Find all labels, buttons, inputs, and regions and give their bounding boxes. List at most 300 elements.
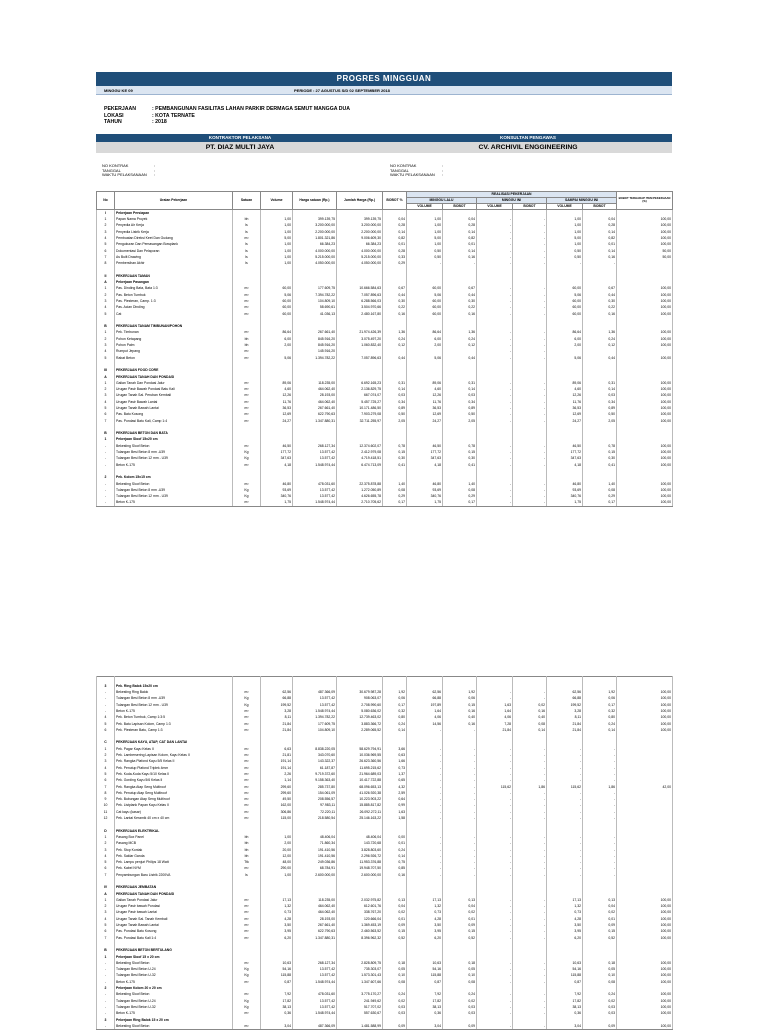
cell-bobot: 0,85 <box>383 865 407 871</box>
cell-satuan: m² <box>233 689 261 695</box>
cell-bobot: 0,30 <box>383 298 407 304</box>
cell-bobot-sampai: 0,04 <box>583 903 617 909</box>
cell-bobot-ini: - <box>513 909 547 915</box>
cell-bobot-lalu: - <box>443 790 477 796</box>
cell-harga: 191.410,56 <box>293 847 337 853</box>
cell-bobot-ini: - <box>513 443 547 449</box>
cell-satuan: m² <box>233 765 261 771</box>
cell-vol-sampai: 0,50 <box>547 254 583 260</box>
table-row <box>97 209 673 216</box>
cell-no: 1 <box>97 746 115 752</box>
cell-bobot-lalu: 0,22 <box>443 304 477 310</box>
cell-no: - <box>97 499 115 506</box>
cell-bobot-lalu: - <box>443 727 477 733</box>
cell-vol-ini: - <box>477 241 513 247</box>
cell-jumlah: 41.026.920,38 <box>337 790 383 796</box>
cell-progres: 100,00 <box>617 966 673 972</box>
cell-vol-sampai: 21,84 <box>547 727 583 733</box>
cell-vol-ini: 1,63 <box>477 702 513 708</box>
cell-progres: 100,00 <box>617 922 673 928</box>
cell-vol-ini: - <box>477 790 513 796</box>
cell-bobot: 0,06 <box>383 695 407 701</box>
meta-key: WAKTU PELAKSANAAN <box>102 172 147 178</box>
cell-no: 11 <box>97 809 115 815</box>
cell-harga: 7.394.782,22 <box>293 292 337 298</box>
cell-progres: 100,00 <box>617 727 673 733</box>
cell-vol-lalu: 11,76 <box>407 399 443 405</box>
meta-key: NO KONTRAK <box>390 162 417 168</box>
cell-satuan: m² <box>233 809 261 815</box>
cell-satuan: ls <box>233 222 261 228</box>
cell-volume: 115,00 <box>261 815 293 821</box>
col-progres: BOBOT TERHADAP ITEM PEKERJAAN (%) <box>617 191 673 209</box>
cell-bobot: 0,16 <box>383 311 407 317</box>
cell-bobot-ini: - <box>513 229 547 235</box>
cell-no: 1 <box>97 897 115 903</box>
cell-vol-lalu: 17,82 <box>407 998 443 1004</box>
cell-bobot-lalu: 0,02 <box>443 998 477 1004</box>
cell-jumlah: 19.948.707,50 <box>337 865 383 871</box>
cell-jumlah: 4.000.000,00 <box>337 248 383 254</box>
cell-volume: 38,13 <box>261 1004 293 1010</box>
cell-bobot-sampai: 0,02 <box>583 998 617 1004</box>
cell-bobot-lalu: 0,41 <box>443 462 477 468</box>
cell-bobot-ini: - <box>513 392 547 398</box>
cell-harga: 9.158.363,40 <box>293 777 337 783</box>
cell-vol-lalu: 62,56 <box>407 689 443 695</box>
cell-no: B <box>97 947 115 953</box>
cell-vol-lalu: - <box>407 796 443 802</box>
contractor-name: PT. DIAZ MULTI JAYA <box>96 142 384 153</box>
cell-vol-sampai: 38,13 <box>547 1004 583 1010</box>
cell-volume: 199,52 <box>261 702 293 708</box>
cell-vol-sampai: - <box>547 771 583 777</box>
cell-bobot-ini: 0,14 <box>513 727 547 733</box>
cell-progres: 100,00 <box>617 311 673 317</box>
cell-uraian: Beton K-175 <box>115 708 233 714</box>
cell-jumlah: 557.630,67 <box>337 1010 383 1016</box>
cell-satuan: bh <box>233 342 261 348</box>
cell-no: 4 <box>97 304 115 310</box>
cell-vol-sampai: 93,69 <box>547 487 583 493</box>
cell-uraian: Pek. Stop Kontak <box>115 847 233 853</box>
cell-vol-lalu: 60,00 <box>407 304 443 310</box>
cell-vol-ini: - <box>477 746 513 752</box>
cell-vol-sampai: 8,11 <box>547 714 583 720</box>
cell-uraian: Pek. Batu Lapisan Kolom, Camp 1:3 <box>115 721 233 727</box>
cell-uraian: Pas. Plesteran, Camp. 1:3 <box>115 298 233 304</box>
cell-no: 2 <box>97 903 115 909</box>
cell-volume: 12,69 <box>261 411 293 417</box>
cell-vol-sampai: 21,84 <box>547 721 583 727</box>
cell-bobot: 0,03 <box>383 1010 407 1016</box>
cell-vol-ini: - <box>477 380 513 386</box>
cell-uraian: PEKERJAAN ELEKTRIKAL <box>115 828 233 834</box>
cell-bobot-lalu: 0,16 <box>443 708 477 714</box>
cell-jumlah: 1.481.588,99 <box>337 1023 383 1030</box>
cell-no: 5 <box>97 241 115 247</box>
cell-uraian: Tulangan Besi Beton 12 mm - U39 <box>115 455 233 461</box>
cell-volume: 24,27 <box>261 418 293 424</box>
cell-satuan: m³ <box>233 928 261 934</box>
cell-uraian: Pek. Lambersering Lapisan Kolom, Kayu Kelas II <box>115 752 233 758</box>
cell-vol-lalu: 3,95 <box>407 928 443 934</box>
cell-harga: 464.062,40 <box>293 386 337 392</box>
cell-uraian: Pek. Timbunan <box>115 329 233 335</box>
cell-no: 2 <box>97 292 115 298</box>
cell-harga: 145.916,20 <box>293 348 337 354</box>
cell-bobot-lalu: 0,05 <box>443 966 477 972</box>
cell-satuan: bh <box>233 216 261 222</box>
cell-bobot: 0,09 <box>383 1023 407 1030</box>
cell-satuan: Kg <box>233 972 261 978</box>
cell-vol-ini: - <box>477 493 513 499</box>
cell-no: A <box>97 279 115 285</box>
cell-vol-ini: - <box>477 405 513 411</box>
cell-harga: 343.070,60 <box>293 752 337 758</box>
cell-bobot-ini: - <box>513 216 547 222</box>
cell-vol-ini: - <box>477 695 513 701</box>
cell-vol-sampai: - <box>547 752 583 758</box>
cell-bobot-ini: - <box>513 1004 547 1010</box>
cell-no: - <box>97 1010 115 1016</box>
cell-progres: 100,00 <box>617 342 673 348</box>
cell-uraian: Dokumentasi Dan Pelaporan <box>115 248 233 254</box>
cell-vol-lalu: - <box>407 853 443 859</box>
cell-vol-lalu: 4,06 <box>407 714 443 720</box>
cell-bobot-sampai: - <box>583 809 617 815</box>
cell-bobot-ini: - <box>513 998 547 1004</box>
cell-volume: 5,06 <box>261 355 293 361</box>
cell-harga: 97.983,11 <box>293 802 337 808</box>
cell-no: - <box>97 960 115 966</box>
cell-bobot-ini: - <box>513 840 547 846</box>
cell-uraian: Pek. Gording Kayu 5/6 Kelas II <box>115 777 233 783</box>
cell-bobot-sampai: 0,15 <box>583 928 617 934</box>
cell-bobot-sampai: - <box>583 859 617 865</box>
cell-volume <box>261 209 293 216</box>
cell-vol-lalu: 12,69 <box>407 411 443 417</box>
cell-bobot: 0,75 <box>383 859 407 865</box>
cell-no: 6 <box>97 248 115 254</box>
cell-jumlah: 1.369.453,19 <box>337 922 383 928</box>
cell-no: 5 <box>97 922 115 928</box>
cell-bobot-sampai: 0,22 <box>583 304 617 310</box>
cell-uraian: Urugan Tanah Bawah Lantai <box>115 922 233 928</box>
cell-bobot-ini: - <box>513 222 547 228</box>
cell-bobot: 0,05 <box>383 966 407 972</box>
parties <box>96 134 672 191</box>
cell-bobot-ini: - <box>513 689 547 695</box>
cell-vol-lalu: 177,72 <box>407 449 443 455</box>
cell-bobot: 0,30 <box>383 455 407 461</box>
cell-vol-lalu: 14,56 <box>407 721 443 727</box>
cell-vol-lalu: 1,32 <box>407 903 443 909</box>
cell-bobot-lalu: 1,36 <box>443 329 477 335</box>
cell-vol-ini: - <box>477 342 513 348</box>
cell-jumlah: 399.139,75 <box>337 216 383 222</box>
cell-no: 6 <box>97 777 115 783</box>
cell-no: - <box>97 449 115 455</box>
cell-no: - <box>97 991 115 997</box>
cell-progres: 100,00 <box>617 380 673 386</box>
cell-vol-sampai: - <box>547 865 583 871</box>
cell-vol-lalu: 60,00 <box>407 311 443 317</box>
cell-volume: 6,20 <box>261 935 293 941</box>
cell-satuan: m² <box>233 784 261 790</box>
cell-satuan: bh <box>233 336 261 342</box>
cell-bobot-lalu: - <box>443 840 477 846</box>
info-value: : PEMBANGUNAN FASILITAS LAHAN PARKIR DERMAGA SEMUT MANGGA DUA <box>152 106 350 112</box>
cell-bobot-ini: - <box>513 304 547 310</box>
cell-no: B <box>97 430 115 436</box>
cell-jumlah: 1.573.301,43 <box>337 972 383 978</box>
consultant-heading: KONSULTAN PENGAWAS <box>384 134 672 142</box>
cell-vol-ini: - <box>477 847 513 853</box>
cell-harga: 13.577,42 <box>293 695 337 701</box>
cell-uraian: Pasang MCB <box>115 840 233 846</box>
cell-volume: 1,00 <box>261 872 293 878</box>
cell-vol-lalu: 4,18 <box>407 462 443 468</box>
cell-uraian: Papan Nama Proyek <box>115 216 233 222</box>
cell-bobot-ini: - <box>513 342 547 348</box>
cell-uraian: Rumput Jepang <box>115 348 233 354</box>
cell-bobot-ini: - <box>513 292 547 298</box>
project-info <box>96 106 672 126</box>
cell-vol-ini: - <box>477 859 513 865</box>
cell-vol-sampai: - <box>547 853 583 859</box>
col-minggu-ini: MINGGU INI <box>477 197 547 203</box>
cell-bobot-lalu: 0,34 <box>443 399 477 405</box>
cell-jumlah: 2.412.979,08 <box>337 449 383 455</box>
cell-no: 4 <box>97 765 115 771</box>
cell-progres: 100,00 <box>617 481 673 487</box>
cell-volume: 4,60 <box>261 386 293 392</box>
cell-uraian: Pek. Ring Balok 15x20 cm <box>115 683 233 689</box>
cell-harga: 1.548.974,44 <box>293 462 337 468</box>
cell-uraian: Penyambungan Baru Listrik 2200VA <box>115 872 233 878</box>
col-no: No <box>97 191 115 209</box>
cell-satuan: m² <box>233 311 261 317</box>
cell-no: 9 <box>97 796 115 802</box>
cell-bobot-lalu: 0,78 <box>443 443 477 449</box>
cell-bobot-lalu: 0,16 <box>443 254 477 260</box>
consultant-block <box>384 134 672 191</box>
cell-volume: 340,76 <box>261 493 293 499</box>
cell-satuan: ls <box>233 260 261 266</box>
cell-vol-sampai: 3,28 <box>547 708 583 714</box>
cell-progres: 100,00 <box>617 1023 673 1030</box>
cell-vol-sampai: - <box>547 840 583 846</box>
cell-jumlah: 3.200.000,00 <box>337 222 383 228</box>
cell-jumlah: 6.288.566,03 <box>337 298 383 304</box>
cell-bobot-ini: - <box>513 462 547 468</box>
cell-uraian: Bekesting Sloof Beton <box>115 443 233 449</box>
cell-jumlah: 4.626.655,78 <box>337 493 383 499</box>
cell-bobot-sampai: 0,08 <box>583 979 617 985</box>
cell-vol-ini: - <box>477 809 513 815</box>
cell-bobot: 0,63 <box>383 752 407 758</box>
cell-bobot-lalu: 0,14 <box>443 386 477 392</box>
cell-vol-ini: - <box>477 979 513 985</box>
cell-bobot-sampai: 0,15 <box>583 449 617 455</box>
cell-bobot-ini: - <box>513 758 547 764</box>
cell-bobot-ini: - <box>513 746 547 752</box>
cell-no: 2 <box>97 985 115 991</box>
cell-satuan: m³ <box>233 771 261 777</box>
cell-vol-sampai: 1,00 <box>547 241 583 247</box>
cell-volume: 1,00 <box>261 229 293 235</box>
meta-key: WAKTU PELAKSANAAN <box>390 172 435 178</box>
cell-uraian: Tulangan Besi Beton 8 mm -U39 <box>115 449 233 455</box>
cell-no: 3 <box>97 847 115 853</box>
cell-bobot-lalu: 2,05 <box>443 418 477 424</box>
cell-vol-ini: - <box>477 815 513 821</box>
cell-volume: 177,72 <box>261 449 293 455</box>
cell-bobot-ini <box>513 209 547 216</box>
cell-volume: 299,60 <box>261 790 293 796</box>
cell-vol-sampai: 89,06 <box>547 380 583 386</box>
cell-bobot-sampai: 0,14 <box>583 727 617 733</box>
cell-bobot-sampai: 0,24 <box>583 991 617 997</box>
cell-vol-lalu: - <box>407 784 443 790</box>
cell-vol-ini: - <box>477 752 513 758</box>
cell-progres: 100,00 <box>617 292 673 298</box>
cell-bobot-sampai: 0,14 <box>583 386 617 392</box>
cell-vol-lalu: 24,27 <box>407 418 443 424</box>
cell-vol-ini: - <box>477 802 513 808</box>
cell-jumlah: 5.080.636,02 <box>337 708 383 714</box>
cell-bobot-sampai: 1,36 <box>583 329 617 335</box>
cell-vol-ini: - <box>477 304 513 310</box>
cell-uraian: Tulangan Besi Beton 12 mm - U39 <box>115 702 233 708</box>
cell-vol-sampai: - <box>547 790 583 796</box>
cell-bobot-ini: - <box>513 859 547 865</box>
cell-jumlah: 5.457.725,27 <box>337 399 383 405</box>
cell-harga: 58.690,61 <box>293 304 337 310</box>
cell-bobot: 0,65 <box>383 777 407 783</box>
cell-harga: 622.790,63 <box>293 411 337 417</box>
cell-progres: 100,00 <box>617 462 673 468</box>
cell-progres: 100,00 <box>617 285 673 291</box>
cell-uraian: Pek. Kolom 15x15 cm <box>115 474 233 480</box>
cell-vol-lalu: 1,00 <box>407 229 443 235</box>
cell-volume: 1,00 <box>261 241 293 247</box>
cell-volume: 1,00 <box>261 216 293 222</box>
cell-no: - <box>97 695 115 701</box>
cell-jumlah: 908.063,07 <box>337 695 383 701</box>
cell-bobot-lalu: 0,04 <box>443 903 477 909</box>
cell-uraian: Pek. Lampu penjuri Philips 18 Watt <box>115 859 233 865</box>
cell-bobot: 1,37 <box>383 771 407 777</box>
cell-bobot-sampai: 0,14 <box>583 248 617 254</box>
cell-bobot-lalu: 0,18 <box>443 960 477 966</box>
cell-harga: 2.200.000,00 <box>293 229 337 235</box>
cell-harga: 13.577,42 <box>293 998 337 1004</box>
cell-bobot-ini: - <box>513 815 547 821</box>
cell-jumlah: 6.474.713,09 <box>337 462 383 468</box>
cell-bobot-lalu: 0,15 <box>443 449 477 455</box>
cell-bobot: 0,02 <box>383 909 407 915</box>
cell-harga: 154.061,09 <box>293 790 337 796</box>
cell-satuan: m² <box>233 815 261 821</box>
cell-satuan: m² <box>233 796 261 802</box>
cell-vol-lalu: 54,16 <box>407 966 443 972</box>
cell-bobot-lalu: - <box>443 796 477 802</box>
table-body-1 <box>97 209 673 506</box>
cell-bobot: 0,29 <box>383 493 407 499</box>
cell-vol-ini: - <box>477 455 513 461</box>
cell-vol-ini: - <box>477 928 513 934</box>
cell-progres: 100,00 <box>617 916 673 922</box>
cell-no: 4 <box>97 714 115 720</box>
cell-jumlah: 3.883.366,72 <box>337 721 383 727</box>
cell-bobot-ini: - <box>513 399 547 405</box>
cell-jumlah: 2.710.705,62 <box>337 499 383 506</box>
cell-vol-sampai: - <box>547 802 583 808</box>
cell-jumlah: 143.720,68 <box>337 840 383 846</box>
cell-harga: 177.609,75 <box>293 721 337 727</box>
cell-bobot-sampai: 0,30 <box>583 298 617 304</box>
cell-bobot-lalu: - <box>443 746 477 752</box>
cell-volume: 66,88 <box>261 695 293 701</box>
cell-bobot-sampai: 0,01 <box>583 241 617 247</box>
cell-bobot-ini: - <box>513 481 547 487</box>
cell-vol-lalu: 0,50 <box>407 254 443 260</box>
cell-vol-sampai: 7,92 <box>547 991 583 997</box>
cell-no: 5 <box>97 721 115 727</box>
cell-bobot-sampai: 0,44 <box>583 292 617 298</box>
cell-jumlah: 2.032.975,82 <box>337 897 383 903</box>
cell-bobot-lalu: - <box>443 777 477 783</box>
cell-bobot-sampai: 0,14 <box>583 229 617 235</box>
cell-uraian: Beton K-175 <box>115 1010 233 1016</box>
cell-uraian: Pek. Penutup Plafond Triplek 4mm <box>115 765 233 771</box>
cell-bobot-sampai: - <box>583 815 617 821</box>
cell-progres: 100,00 <box>617 235 673 241</box>
cell-bobot-lalu: 0,28 <box>443 222 477 228</box>
cell-progres: 100,00 <box>617 355 673 361</box>
cell-no: - <box>97 481 115 487</box>
cell-no: 3 <box>97 392 115 398</box>
cell-harga: 13.577,42 <box>293 972 337 978</box>
cell-bobot: 0,31 <box>383 380 407 386</box>
col-vol-lalu: VOLUME <box>407 203 443 209</box>
cell-progres: 100,00 <box>617 411 673 417</box>
cell-bobot-sampai: 0,09 <box>583 1023 617 1030</box>
cell-bobot-sampai: - <box>583 765 617 771</box>
cell-uraian: Pas. Pondasi Batu Kali 1:4 <box>115 935 233 941</box>
cell-progres: 42,00 <box>617 784 673 790</box>
cell-no: 1 <box>97 380 115 386</box>
cell-bobot: 0,12 <box>383 342 407 348</box>
table-body-2 <box>97 677 673 1030</box>
cell-no: - <box>97 455 115 461</box>
cell-bobot-ini: - <box>513 411 547 417</box>
cell-harga: 478.031,60 <box>293 481 337 487</box>
cell-no: 5 <box>97 771 115 777</box>
cell-uraian: Pekerjaan Pasangan <box>115 279 233 285</box>
cell-harga: 71.860,34 <box>293 840 337 846</box>
cell-harga: 28.193,00 <box>293 916 337 922</box>
cell-volume: 4,18 <box>261 462 293 468</box>
cell-satuan: m³ <box>233 418 261 424</box>
cell-jumlah: 735.303,07 <box>337 966 383 972</box>
cell-harga: 267.661,40 <box>293 329 337 335</box>
cell-harga: 1.347.880,31 <box>293 935 337 941</box>
cell-progres: 100,00 <box>617 1004 673 1010</box>
cell-uraian: PEKERJAAN TANAH DAN PONDASI <box>115 374 233 380</box>
